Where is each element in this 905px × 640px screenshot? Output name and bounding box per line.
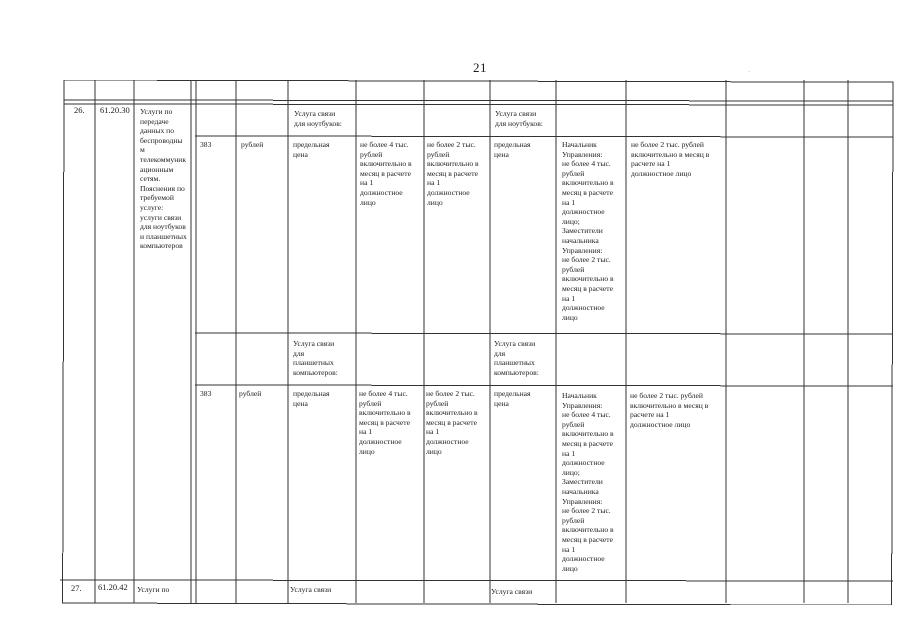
subheader-notebooks-left: Услуга связи для ноутбуков: bbox=[294, 109, 342, 128]
subheader-tablets-left: Услуга связи для планшетных компьютеров: bbox=[293, 339, 338, 377]
row-26-code: 61.20.30 bbox=[100, 105, 130, 115]
row-27-service-name: Услуги по bbox=[137, 585, 170, 594]
row-26-number: 26. bbox=[74, 105, 85, 115]
characteristic-name-approved: предельная цена bbox=[494, 140, 531, 159]
characteristic-name: предельная цена bbox=[293, 389, 330, 408]
characteristic-name-approved: предельная цена bbox=[494, 389, 531, 408]
unit-name: рублей bbox=[239, 389, 262, 398]
row-27-number: 27. bbox=[71, 583, 82, 593]
okei-code: 383 bbox=[200, 140, 212, 149]
value-head: не более 4 тыс. рублей включительно в месяц в расчете на 1 должностное лицо bbox=[359, 389, 411, 456]
value-approved: Начальник Управления: не более 4 тыс. рублей включительно в месяц в расчете на 1 должностное лицо; Заместители начальника Управления: не более 2 тыс. рублей включительно в месяц в расчете на 1 должностное лицо bbox=[562, 391, 614, 573]
row-27-subheader-left: Услуга связи bbox=[290, 585, 332, 594]
row-26-service-name: Услуги по передаче данных по беспроводны м телекоммуник ационным сетям. Пояснения по требуемой услуге: услуги связи для ноутбуков и планшетных компьютеров bbox=[140, 107, 187, 251]
row-27-subheader-right: Услуга связи bbox=[491, 587, 533, 596]
okei-code: 383 bbox=[200, 389, 212, 398]
subheader-notebooks-right: Услуга связи для ноутбуков: bbox=[495, 109, 543, 128]
value-head: не более 4 тыс. рублей включительно в месяц в расчете на 1 должностное лицо bbox=[360, 140, 412, 207]
subheader-tablets-right: Услуга связи для планшетных компьютеров: bbox=[494, 339, 539, 377]
value-justification: не более 2 тыс. рублей включительно в месяц в расчете на 1 должностное лицо bbox=[630, 391, 709, 429]
page-number: 21 bbox=[473, 60, 487, 75]
scan-speck: · bbox=[748, 68, 751, 76]
value-deputy: не более 2 тыс. рублей включительно в месяц в расчете на 1 должностное лицо bbox=[427, 140, 479, 207]
unit-name: рублей bbox=[241, 140, 264, 149]
value-deputy: не более 2 тыс. рублей включительно в месяц в расчете на 1 должностное лицо bbox=[426, 389, 478, 456]
value-justification: не более 2 тыс. рублей включительно в месяц в расчете на 1 должностное лицо bbox=[631, 140, 710, 178]
value-approved: Начальник Управления: не более 4 тыс. рублей включительно в месяц в расчете на 1 должностное лицо; Заместители начальника Управления: не более 2 тыс. рублей включительно в месяц в расчете на 1 должностное лицо bbox=[562, 140, 614, 322]
characteristic-name: предельная цена bbox=[293, 140, 330, 159]
row-27-code: 61.20.42 bbox=[98, 582, 128, 592]
characteristics-table bbox=[60, 80, 895, 605]
